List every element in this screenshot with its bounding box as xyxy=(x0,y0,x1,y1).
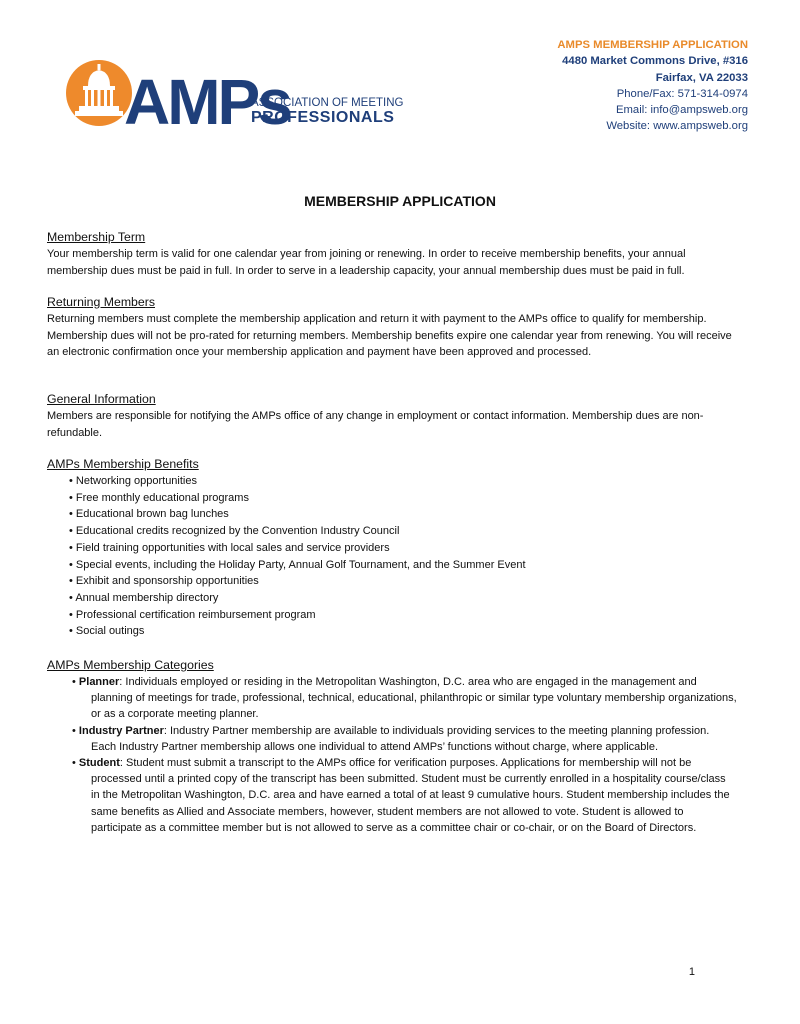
section-membership-term xyxy=(47,229,737,279)
benefits-list xyxy=(47,473,737,640)
amps-logo-graphic xyxy=(66,60,404,138)
email-link[interactable]: Email: info@ampsweb.org xyxy=(615,104,748,117)
page-number: 1 xyxy=(688,966,695,978)
category-industry-partner xyxy=(47,723,737,755)
list-item: • Free monthly educational programs xyxy=(47,490,737,507)
logo-tagline-line1: ASSOCIATION OF MEETING xyxy=(251,97,404,109)
category-planner xyxy=(47,674,737,723)
list-item: • Educational brown bag lunches xyxy=(47,506,737,523)
amps-logo xyxy=(66,60,404,138)
category-student xyxy=(47,755,737,836)
website-link[interactable]: Website: www.ampsweb.org xyxy=(606,120,748,133)
list-item: • Exhibit and sponsorship opportunities xyxy=(47,573,737,590)
section-heading: Membership Term xyxy=(47,230,146,244)
list-item: • Educational credits recognized by the Convention Industry Council xyxy=(47,523,737,540)
section-heading: AMPs Membership Benefits xyxy=(47,457,199,471)
section-heading: Returning Members xyxy=(47,295,155,309)
section-heading: General Information xyxy=(47,392,156,406)
application-label: AMPS MEMBERSHIP APPLICATION xyxy=(557,39,748,51)
logo-tagline-line2: PROFESSIONALS xyxy=(251,109,395,126)
section-heading: AMPs Membership Categories xyxy=(47,658,214,672)
category-description: : Industry Partner membership are available to individuals providing services to the meeting planning profession. Each Industry Partner membership allows one individual to attend AMPs’ functions without charge, where applicable. xyxy=(91,724,710,753)
category-description: : Student must submit a transcript to the AMPs office for verification purposes. Applications for membership will not be processed until a printed copy of the transcript has been submitted. Student must be currently enrolled in a hospitality course/class in the Metropolitan Washington, D.C. area and have earned a total of at least 9 cumulative hours. Student membership includes the same benefits as Allied and Associate members, however, student members are not allowed to vote. Student is allowed to participate as a committee member but is not allowed to serve as a committee chair or co-chair, or on the Board of Directors. xyxy=(91,757,730,834)
address-line-1: 4480 Market Commons Drive, #316 xyxy=(562,55,748,68)
category-label: Planner xyxy=(78,676,120,688)
list-item: • Annual membership directory xyxy=(47,590,737,607)
section-returning-members xyxy=(47,294,737,361)
section-membership-benefits xyxy=(47,456,737,640)
section-general-information xyxy=(47,391,737,441)
page-title: MEMBERSHIP APPLICATION xyxy=(304,193,496,209)
section-text: Your membership term is valid for one calendar year from joining or renewing. In order to receive membership benefits, your annual membership dues must be paid in full. In order to serve in a leadership capacity, your annual membership dues must be paid in full. xyxy=(47,248,686,277)
phone-fax: Phone/Fax: 571-314-0974 xyxy=(616,87,748,100)
list-item: • Special events, including the Holiday Party, Annual Golf Tournament, and the Summer Event xyxy=(47,557,737,574)
list-item: • Professional certification reimbursement program xyxy=(47,607,737,624)
contact-block xyxy=(557,37,748,135)
category-label: Industry Partner xyxy=(78,724,164,737)
list-item: • Networking opportunities xyxy=(47,473,737,490)
section-text: Members are responsible for notifying the AMPs office of any change in employment or contact information. Membership dues are non-refundable. xyxy=(47,410,704,439)
category-description: : Individuals employed or residing in the Metropolitan Washington, D.C. area who are engaged in the management and planning of meetings for trade, professional, technical, educational, philanthropic or similar type voluntary membership organizations, or as a corporate meeting planner. xyxy=(91,676,737,721)
section-text: Returning members must complete the membership application and return it with payment to the AMPs office to qualify for membership. Membership dues will not be pro-rated for returning members. Membership benefits expire one calendar year from renewing. You will receive an electronic confirmation once your membership application and payment have been approved and processed. xyxy=(47,313,732,359)
list-item: • Field training opportunities with local sales and service providers xyxy=(47,540,737,557)
section-membership-categories xyxy=(47,657,737,836)
category-label: Student xyxy=(78,757,120,770)
address-line-2: Fairfax, VA 22033 xyxy=(655,71,748,84)
list-item: • Social outings xyxy=(47,623,737,640)
categories-list xyxy=(47,674,737,836)
logo-wordmark: AMPs xyxy=(124,66,290,138)
